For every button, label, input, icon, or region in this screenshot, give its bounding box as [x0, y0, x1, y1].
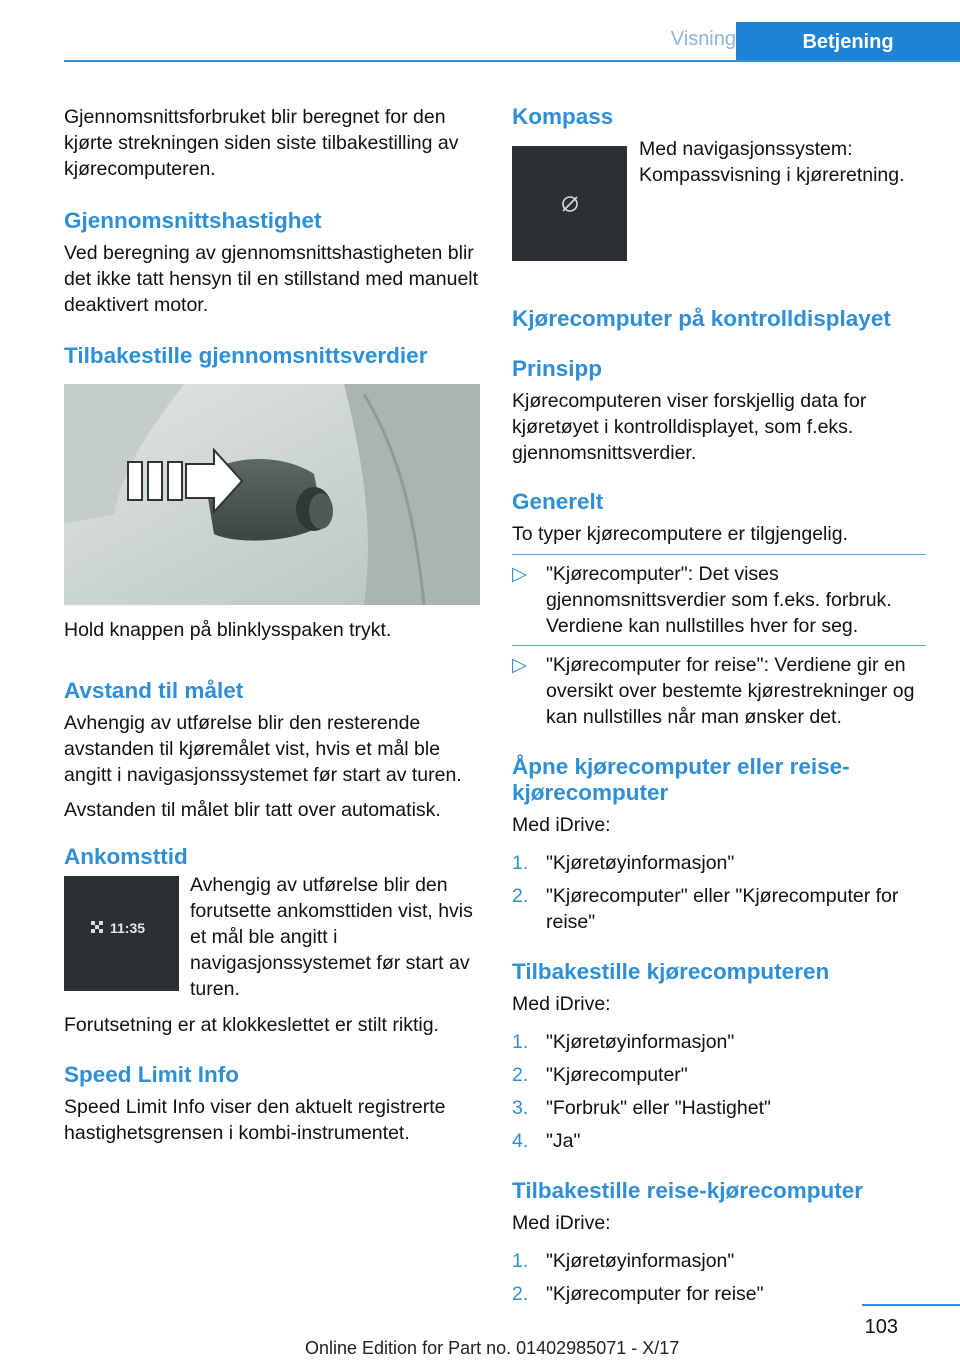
reset-trip-heading: Tilbakestille reise-kjørecomputer [512, 1178, 863, 1203]
open-computer-heading: Åpne kjørecomputer eller reise-kjørecomputer [512, 754, 850, 805]
turn-signal-lever-image [64, 384, 480, 605]
list-item: 2. "Kjørecomputer for reise" [512, 1283, 764, 1305]
list-item: 1. "Kjøretøyinformasjon" [512, 852, 735, 874]
list-item: 2. "Kjørecomputer" eller "Kjørecomputer for reise" [512, 885, 899, 933]
edition-note: Online Edition for Part no. 01402985071 - X/17 [305, 1338, 680, 1358]
distance-heading: Avstand til målet [64, 678, 244, 703]
general-paragraph: To typer kjørecomputere er tilgjengelig. [512, 523, 848, 545]
reset-trip-intro: Med iDrive: [512, 1212, 611, 1234]
compass-off-icon [560, 194, 580, 214]
open-steps-list [512, 850, 926, 935]
list-item: 3. "Forbruk" eller "Hastighet" [512, 1097, 771, 1119]
clock-note: Forutsetning er at klokkeslettet er stilt riktig. [64, 1014, 439, 1036]
page-header [64, 22, 960, 62]
lever-illustration [64, 384, 480, 605]
speed-limit-heading: Speed Limit Info [64, 1062, 240, 1087]
reset-trip-steps-list [512, 1248, 926, 1307]
bullet-divider [512, 554, 926, 555]
tab-visning: Visning [670, 28, 736, 50]
arrival-time-display: 11:35 [110, 920, 146, 936]
list-item: ▷ "Kjørecomputer for reise": Verdiene gir en oversikt over bestemte kjørestrekninger og kan nullstilles når man ønsker det. [512, 645, 926, 730]
tab-betjening: Betjening [736, 22, 960, 62]
arrival-display-image [64, 876, 179, 991]
page-number: 103 [864, 1316, 898, 1338]
onboard-computer-heading: Kjørecomputer på kontrolldisplayet [512, 306, 891, 331]
principle-paragraph: Kjørecomputeren viser forskjellig data for kjøretøyet i kontrolldisplayet, som f.eks. gjennomsnittsverdier. [512, 390, 867, 464]
speed-limit-paragraph: Speed Limit Info viser den aktuelt registrerte hastighetsgrensen i kombi-instrumentet. [64, 1096, 446, 1144]
avg-speed-paragraph: Ved beregning av gjennomsnittshastigheten blir det ikke tatt hensyn til en stillstand med manuelt deaktivert motor. [64, 242, 479, 316]
intro-paragraph: Gjennomsnittsforbruket blir beregnet for den kjørte strekningen siden siste tilbakestilling av kjørecomputeren. [64, 106, 459, 180]
principle-heading: Prinsipp [512, 356, 603, 381]
arrival-paragraph: Avhengig av utførelse blir den forutsette ankomsttiden vist, hvis et mål ble angitt i navigasjonssystemet før start av turen. [190, 874, 473, 1000]
list-item: 4. "Ja" [512, 1130, 581, 1152]
list-item: 1. "Kjøretøyinformasjon" [512, 1250, 735, 1272]
distance-paragraph-2: Avstanden til målet blir tatt over automatisk. [64, 799, 441, 821]
list-item: 1. "Kjøretøyinformasjon" [512, 1031, 735, 1053]
compass-heading: Kompass [512, 104, 614, 129]
computer-types-list [512, 561, 926, 730]
list-item: 2. "Kjørecomputer" [512, 1064, 688, 1086]
open-intro: Med iDrive: [512, 814, 611, 836]
reset-computer-heading: Tilbakestille kjørecomputeren [512, 959, 830, 984]
arrival-heading: Ankomsttid [64, 844, 188, 869]
distance-paragraph-1: Avhengig av utførelse blir den resterende avstanden til kjøremålet vist, hvis et mål ble angitt i navigasjonssystemet før start av turen. [64, 712, 462, 786]
reset-intro: Med iDrive: [512, 993, 611, 1015]
triangle-bullet-icon: ▷ [512, 563, 527, 585]
flag-icon [91, 921, 105, 935]
reset-steps-list [512, 1029, 926, 1154]
compass-paragraph: Med navigasjonssystem: Kompassvisning i kjøreretning. [639, 138, 905, 186]
footer-rule [862, 1304, 960, 1306]
triangle-bullet-icon: ▷ [512, 654, 527, 676]
reset-avg-heading: Tilbakestille gjennomsnittsverdier [64, 343, 428, 368]
page-footer [0, 1300, 960, 1362]
reset-caption: Hold knappen på blinklysspaken trykt. [64, 619, 392, 641]
avg-speed-heading: Gjennomsnittshastighet [64, 208, 322, 233]
right-column [512, 100, 926, 1307]
header-rule [64, 60, 960, 62]
compass-display-image [512, 146, 627, 261]
list-item: ▷ "Kjørecomputer": Det vises gjennomsnittsverdier som f.eks. forbruk. Verdiene kan nullstilles hver for seg. [512, 563, 892, 637]
left-column [64, 100, 480, 1146]
general-heading: Generelt [512, 489, 604, 514]
